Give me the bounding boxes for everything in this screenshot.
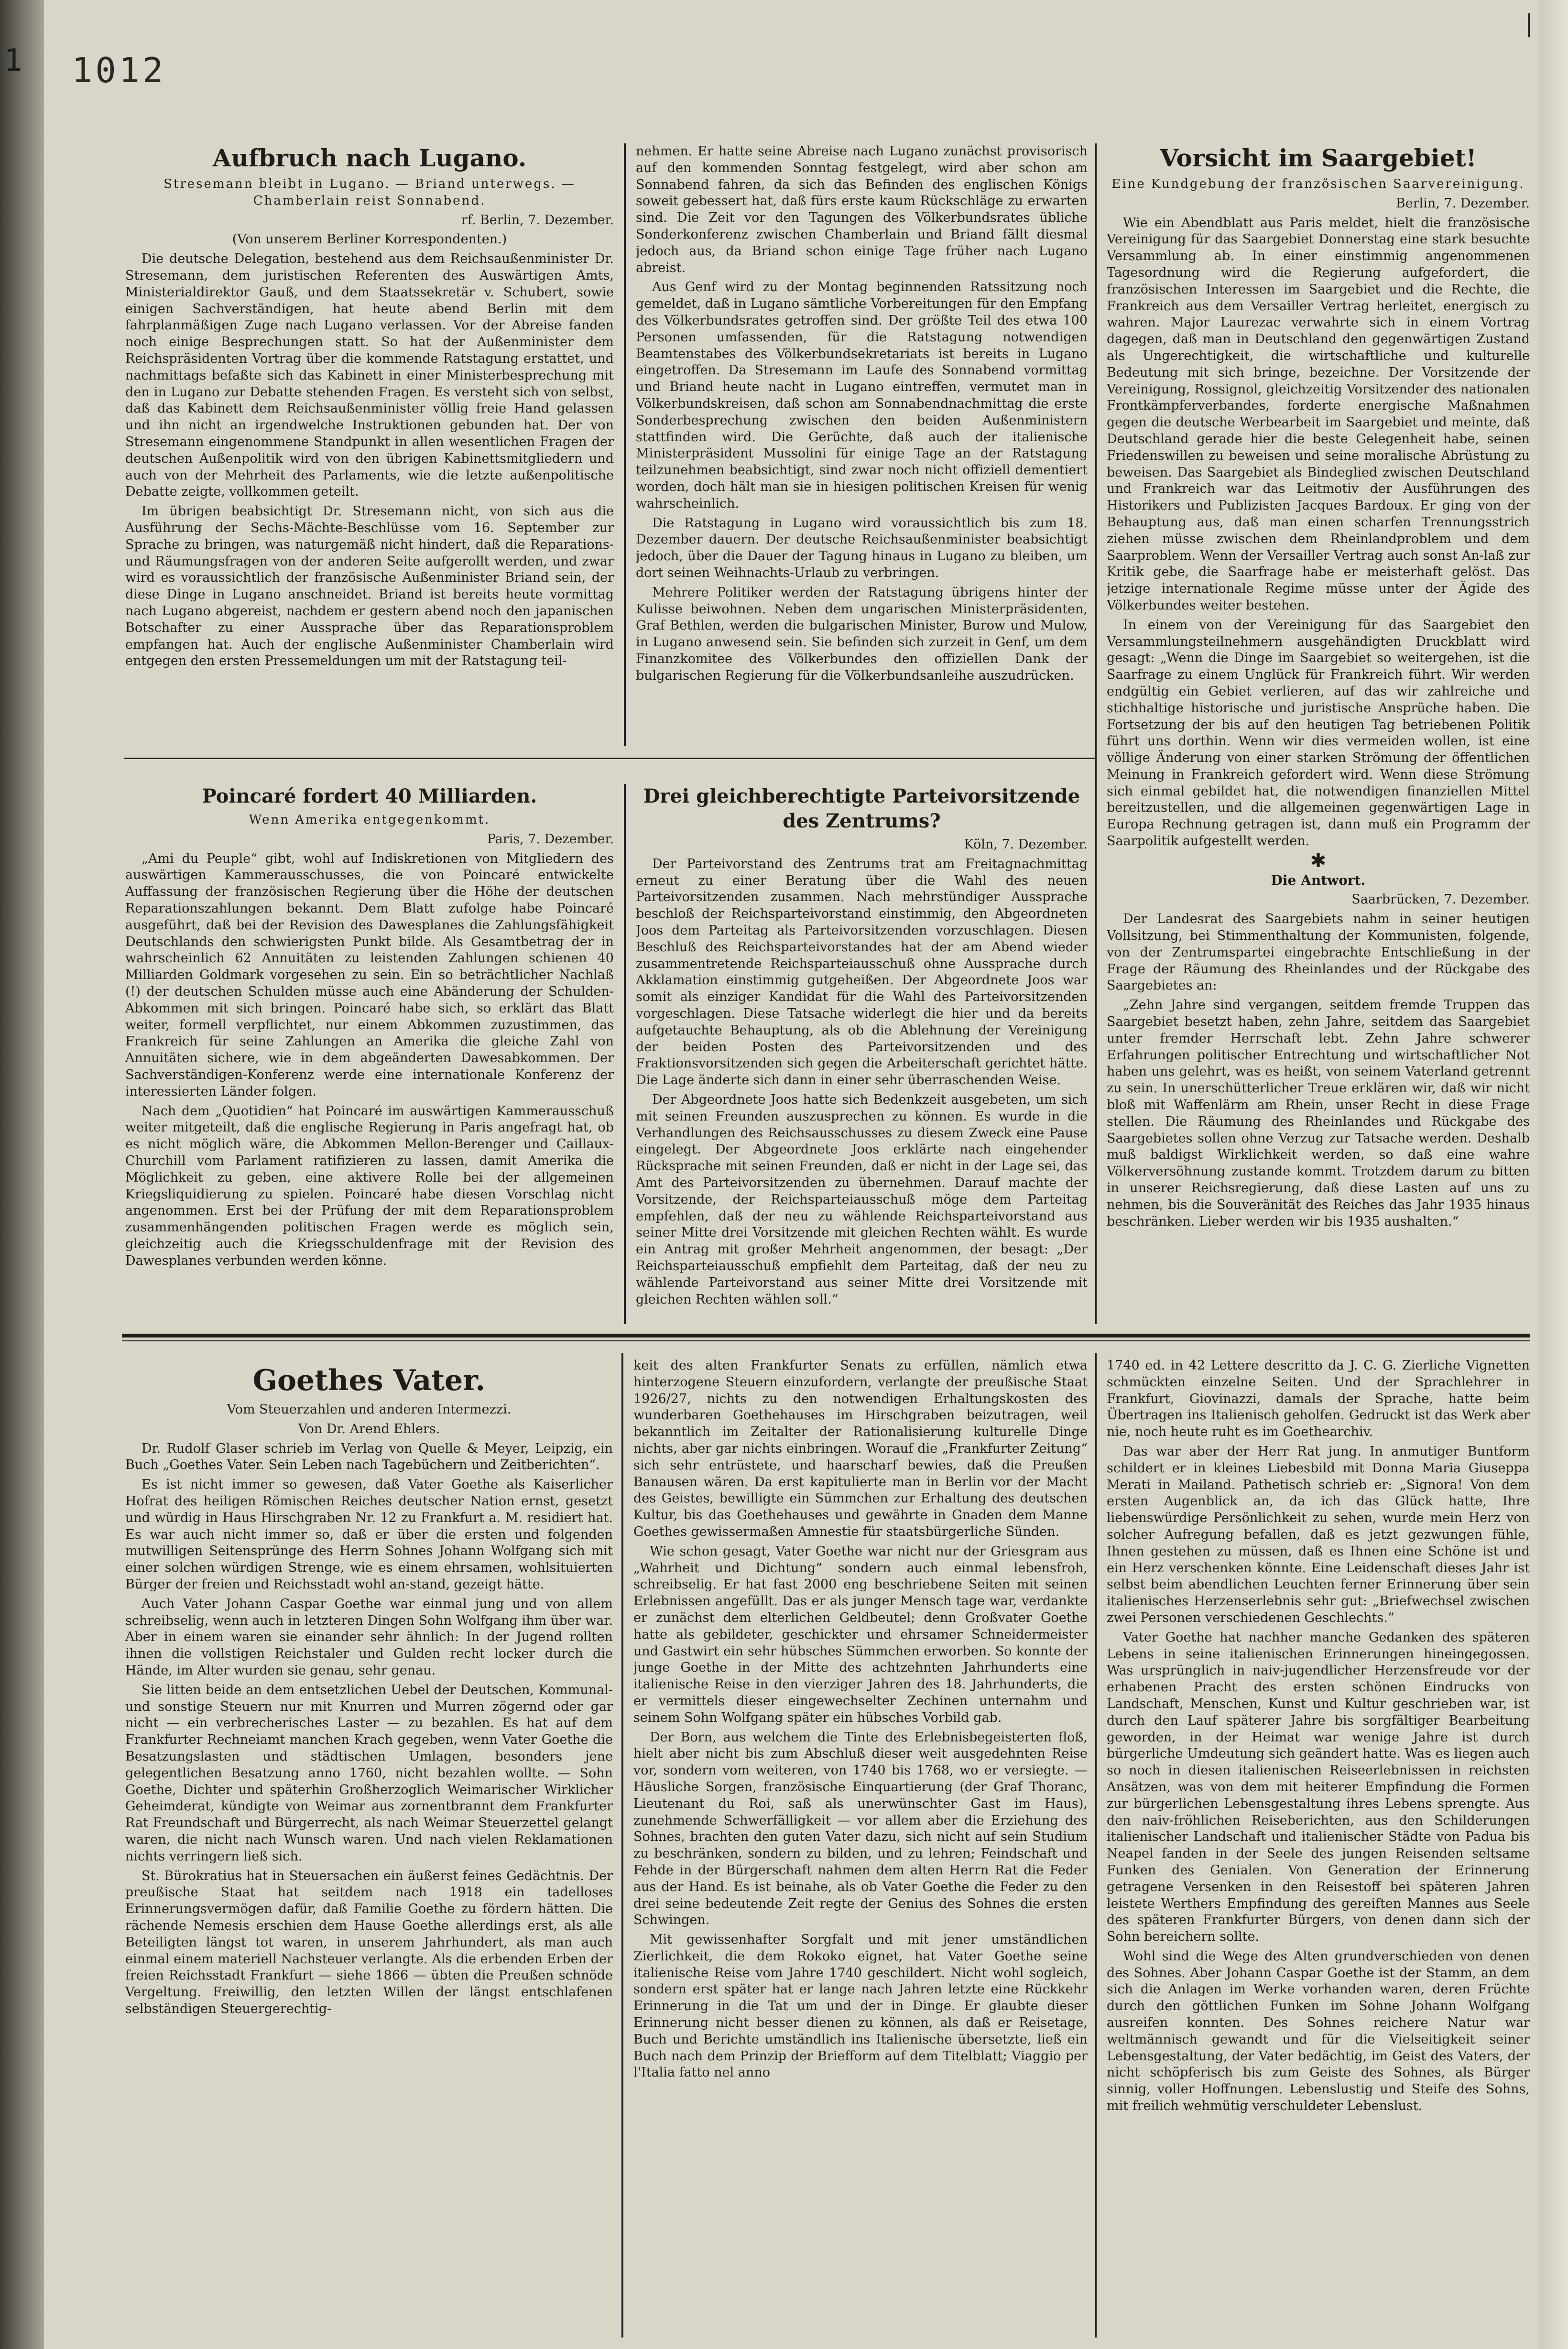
paragraph: Der Born, aus welchem die Tinte des Erlebnisbegeisterten floß, hielt aber nicht bis zum Abschluß dieser weit ausgedehnten Reise vor, sondern vom weiteren, von 1740 bis 1768, wo er versiegte. — Häusliche Sorgen, französische Einquartierung (der Graf Thoranc, Lieutenant du Roi, saß als unerwünschter Gast im Haus), zunehmende Schwerfälligkeit — vor allem aber die Erziehung des Sohnes, brachten den guten Vater dazu, sich nicht auf sein Studium zu beschränken, sondern zu bilden, und zu lehren; Feindschaft und Fehde in der Bürgerschaft nahmen dem alten Herrn Rat die Feder aus der Hand. Es ist beinahe, als ob Vater Goethe die Feder zu den drei seine bedeutende Zeit regte der Genius des Sohnes die ersten Schwingen. <box>633 1729 1088 1928</box>
section-rule-thin <box>122 1340 1530 1341</box>
column-divider <box>624 784 626 1324</box>
article-saargebiet <box>1107 143 1530 1324</box>
dateline: Köln, 7. Dezember. <box>964 837 1088 852</box>
column-divider <box>624 143 626 746</box>
paragraph: Dr. Rudolf Glaser schrieb im Verlag von Quelle & Meyer, Leipzig, ein Buch „Goethes Vater. Sein Leben nach Tagebüchern und Zeitberichten“. <box>125 1441 613 1473</box>
headline: Drei gleichberechtigte Parteivorsitzende des Zentrums? <box>643 785 1080 832</box>
article-goethes-vater-continued <box>633 1358 1088 2338</box>
paragraph: Der Abgeordnete Joos hatte sich Bedenkzeit ausgebeten, um sich mit seinen Freunden auszusprechen zu können. Es wurde in die Verhandlungen des Reichsausschusses zu diesem Zweck eine Pause eingelegt. Der Abgeordnete Joos erklärte nach eingehender Rücksprache mit seinen Freunden, daß er nicht in der Lage sei, das Amt des Parteivorsitzenden zu übernehmen. Darauf machte der Vorsitzende, der Reichsparteiausschuß möge dem Parteitag empfehlen, daß der neu zu wählende Reichsparteivorstand aus seiner Mitte drei Vorsitzende mit gleichen Rechten wählt. Es wurde ein Antrag mit großer Mehrheit angenommen, der besagt: „Der Reichsparteiausschuß empfiehlt dem Parteitag, daß der neu zu wählende Parteivorstand aus seiner Mitte drei Vorsitzende mit gleichen Rechten wählen soll.“ <box>636 1092 1088 1307</box>
column-divider <box>621 1353 623 2338</box>
column-divider <box>1095 1353 1097 2338</box>
paragraph: Mehrere Politiker werden der Ratstagung übrigens hinter der Kulisse beiwohnen. Neben dem ungarischen Ministerpräsidenten, Graf Bethlen, werden die bulgarischen Minister, Burow und Mulow, in Lugano anwesend sein. Sie befinden sich zurzeit in Genf, um dem Finanzkomitee des Völkerbundes den offiziellen Dank der bulgarischen Regierung für die Völkerbundsanleihe auszudrücken. <box>636 585 1088 683</box>
paragraph: Wohl sind die Wege des Alten grundverschieden von denen des Sohnes. Aber Johann Caspar Goethe ist der Stamm, an dem sich die Anlagen im Werke vorhanden waren, deren Früchte durch den göttlichen Funken im Sohne Johann Wolfgang ausreifen konnten. Des Sohnes reichere Natur war weltmännisch gewandt und für die Vielseitigkeit seiner Lebensgestaltung, der Vater bedächtig, im Geist des Vaters, der nicht schöpferisch bis zum Geiste des Sohnes, als Bürger sinnig, voller Hoffnungen. Lebenslustig und Steife des Sohns, mit freilich wehmütig verschuldeter Lebenslust. <box>1107 1948 1530 2114</box>
column-divider <box>1095 143 1097 1324</box>
article-poincare <box>125 784 614 1324</box>
page-edge <box>1539 0 1568 2349</box>
paragraph: Die Ratstagung in Lugano wird voraussichtlich bis zum 18. Dezember dauern. Der deutsche Reichsaußenminister beabsichtigt jedoch, über die Dauer der Tagung hinaus in Lugano zu bleiben, um dort seinen Weihnachts-Urlaub zu verbringen. <box>636 515 1088 580</box>
paragraph: Es ist nicht immer so gewesen, daß Vater Goethe als Kaiserlicher Hofrat des heiligen Römischen Reiches deutscher Nation ernst, gesetzt und würdig in Haus Hirschgraben Nr. 12 zu Frankfurt a. M. residiert hat. Es war auch nicht immer so, daß er über die ersten und folgenden mutwilligen Seitensprünge des Herrn Sohnes Johann Wolfgang sich mit einer solchen würdigen Strenge, wie es einem ehrsamen, wohlsituierten Bürger der freien und Reichsstadt wohl an-stand, gezeigt hätte. <box>125 1477 613 1592</box>
article-lugano <box>125 143 614 746</box>
article-zentrum <box>636 784 1088 1324</box>
answer-dateline: Saarbrücken, 7. Dezember. <box>1351 892 1530 907</box>
paragraph: Nach dem „Quotidien“ hat Poincaré im auswärtigen Kammerausschuß weiter mitgeteilt, daß die englische Regierung in Paris angefragt hat, ob es nicht möglich wäre, die Abkommen Mellon-Berenger und Caillaux-Churchill vom Parlament ratifizieren zu lassen, damit Amerika die Möglichkeit zu geben, eine aktivere Rolle bei der allgemeinen Kriegsliquidierung zu spielen. Poincaré habe diesen Vorschlag nicht angenommen. Erst bei der Prüfung der mit dem Reparationsproblem zusammenhängenden politischen Fragen werde es möglich sein, gleichzeitig auch die Kriegsschuldenfrage mit der Revision des Dawesplanes verbunden werden könne. <box>125 1103 614 1268</box>
subheadline: Wenn Amerika entgegenkommt. <box>249 813 490 827</box>
paragraph: Mit gewissenhafter Sorgfalt und mit jener umständlichen Zierlichkeit, die dem Rokoko eignet, hat Vater Goethe seine italienische Reise vom Jahre 1740 geschildert. Nicht wohl sogleich, sondern erst später hat er lange nach Jahren letzte eine Rückkehr Erinnerung in die Tat um und der in Dinge. Er glaubte dieser Erinnerung nicht besser dienen zu können, als daß er Reisetage, Buch und Berichte umständlich ins Italienische übersetzte, ließ ein Buch nach dem Prinzip der Briefform auf dem Titelblatt; Viaggio per l'Italia fatto nel anno <box>633 1932 1088 2080</box>
headline: Poincaré fordert 40 Milliarden. <box>202 785 537 807</box>
paragraph: „Zehn Jahre sind vergangen, seitdem fremde Truppen das Saargebiet besetzt haben, zehn Jahre, seitdem das Saargebiet unter fremder Herrschaft lebt. Zehn Jahre schwerer Erfahrungen politischer Entrechtung und wirtschaftlicher Not haben uns gelehrt, was es heißt, von seinem Vaterland getrennt zu sein. In unerschütterlicher Treue erklären wir, daß wir nicht bloß mit Waffenlärm am Rhein, unser Recht in diese Frage stellen. Die Räumung des Rheinlandes und Rückgabe des Saargebietes sollen ohne Verzug zur Tatsache werden. Deshalb muß baldigst Wirklichkeit werden, so daß eine wahre Völkerversöhnung zustande kommt. Trotzdem darum zu bitten in unserer Reichsregierung, daß diese Lasten auf uns zu nehmen, bis die Souveränität des Reiches das Jahr 1935 hinaus beschränken. Lieber werden wir bis 1935 aushalten.“ <box>1107 998 1530 1229</box>
article-goethes-vater-continued-2 <box>1107 1358 1530 2338</box>
section-rule <box>124 758 1095 759</box>
article-goethes-vater <box>125 1358 613 2338</box>
book-spine <box>0 0 44 2349</box>
paragraph: 1740 ed. in 42 Lettere descritto da J. C. G. Zierliche Vignetten schmückten einzelne Seiten. Und der Sprachlehrer in Frankfurt, Giovinazzi, damals der Sprache, hatte beim Übertragen ins Italienisch geholfen. Gedruckt ist das Werk aber nie, noch heute ruht es im Goethearchiv. <box>1107 1358 1530 1440</box>
paragraph: In einem von der Vereinigung für das Saargebiet den Versammlungsteilnehmern ausgehändigten Druckblatt wird gesagt: „Wenn die Dinge im Saargebiet so weitergehen, ist die Saarfrage zu einem Unglück für Frankreich führt. Wir werden endgültig ein Gebiet verlieren, auf das wir zahlreiche und stichhaltige historische und juristische Ansprüche haben. Die Fortsetzung der bis auf den heutigen Tag betriebenen Politik führt uns dorthin. Wenn wir dies vermeiden wollen, ist eine völlige Änderung von einer starken Strömung der öffentlichen Meinung in Frankreich gefordert wird. Wenn diese Strömung sich einmal gebildet hat, die notwendigen finanziellen Mittel bereitzustellen, und die allgemeinen gegenwärtigen Lage in Europa Rechnung getragen ist, dann muß ein Programm der Saarpolitik aufgestellt werden. <box>1107 617 1530 849</box>
paragraph: Der Landesrat des Saargebiets nahm in seiner heutigen Vollsitzung, bei Stimmenthaltung der Kommunisten, folgende, von der Zentrumspartei eingebrachte Entschließung in der Frage der Räumung des Rheinlandes und der Rückgabe des Saargebietes an: <box>1107 912 1530 993</box>
headline: Goethes Vater. <box>252 1364 486 1397</box>
paragraph: Das war aber der Herr Rat jung. In anmutiger Buntform schildert er in kleines Liebesbild mit Donna Maria Giuseppa Merati in Mailand. Pathetisch schrieb er: „Signora! Von dem ersten Augenblick an, da ich das Glück hatte, Ihre liebenswürdige Persönlichkeit zu sehen, wurde mein Herz von solcher Aufregung befallen, daß es jetzt gezwungen fühle, Ihnen gestehen zu müssen, daß es Ihnen eine Schöne ist und ein Herz verschenken könnte. Eine Leidenschaft dieses Jahr ist selbst beim abendlichen Leuchten ferner Erinnerung über sein italienisches Herzenserlebnis sehr gut: „Briefwechsel zwischen zwei Personen verschiedenen Geschlechts.“ <box>1107 1444 1530 1625</box>
headline: Vorsicht im Saargebiet! <box>1160 144 1477 172</box>
headline: Aufbruch nach Lugano. <box>212 144 527 172</box>
article-lugano-continued <box>636 143 1088 748</box>
page-number: 1012 <box>72 50 166 90</box>
subheadline: Vom Steuerzahlen und anderen Intermezzi. <box>227 1402 512 1417</box>
dateline: Berlin, 7. Dezember. <box>1395 196 1530 211</box>
subheadline: Stresemann bleibt in Lugano. — Briand unterwegs. — Chamberlain reist Sonnabend. <box>163 177 576 208</box>
paragraph: Aus Genf wird zu der Montag beginnenden Ratssitzung noch gemeldet, daß in Lugano sämtliche Vorbereitungen für den Empfang des Völkerbundsrates getroffen sind. Der größte Teil des etwa 100 Personen umfassenden, für die Ratstagung notwendigen Beamtenstabes des Völkerbundsekretariats ist bereits in Lugano eingetroffen. Da Stresemann im Laufe des Sonnabend vormittag und Briand heute nacht in Lugano eintreffen, vermutet man in Völkerbundskreisen, daß schon am Sonnabendnachmittag die erste Sonderbesprechung zwischen den beiden Außenministern stattfinden wird. Die Gerüchte, daß auch der italienische Ministerpräsident Mussolini für einige Tage an der Ratstagung teilzunehmen beabsichtigt, sind zwar noch nicht offiziell dementiert worden, doch hält man sie in hiesigen politischen Kreisen für wenig wahrscheinlich. <box>636 280 1088 511</box>
paragraph: Die deutsche Delegation, bestehend aus dem Reichsaußenminister Dr. Stresemann, dem juristischen Referenten des Auswärtigen Amts, Ministerialdirektor Gauß, und dem Staatssekretär v. Schubert, sowie einigen Sachverständigen, hat heute abend Berlin mit dem fahrplanmäßigen Zuge nach Lugano verlassen. Vor der Abreise fanden noch einige Besprechungen statt. So hat der Außenminister dem Reichspräsidenten Vortrag über die kommende Ratstagung erstattet, und nachmittags befaßte sich das Kabinett in einer Ministerbesprechung mit den in Lugano zur Debatte stehenden Fragen. Es versteht sich von selbst, daß das Kabinett dem Reichsaußenminister völlig freie Hand gelassen und ihn nicht an irgendwelche Instruktionen gebunden hat. Der von Stresemann eingenommene Standpunkt in allen wesentlichen Fragen der deutschen Außenpolitik wird von den übrigen Kabinettsmitgliedern und auch von der Mehrheit des Parlaments, wie die letzte außenpolitische Debatte zeigte, vollkommen geteilt. <box>125 251 614 500</box>
paragraph: Sie litten beide an dem entsetzlichen Uebel der Deutschen, Kommunal- und sonstige Steuern nur mit Knurren und Murren zögernd oder gar nicht — ein verbrecherisches Laster — zu bezahlen. Es hat auf dem Frankfurter Rechneiamt manchen Krach gegeben, wenn Vater Goethe die Besatzungslasten und städtischen Umlagen, besonders jene gelegentlichen Besatzung anno 1760, nicht bezahlen wollte. — Sohn Goethe, Dichter und späterhin Großherzoglich Weimarischer Wirklicher Geheimderat, kündigte von Weimar aus zornentbrannt dem Frankfurter Rat Freundschaft und Bürgerrecht, als nach Weimar Steuerzettel gelangt waren, die nicht nach Wunsch waren. Und nach vielen Reklamationen nichts verringern ließ sich. <box>125 1682 613 1864</box>
byline: (Von unserem Berliner Korrespondenten.) <box>232 232 507 247</box>
answer-title: Die Antwort. <box>1271 872 1366 888</box>
paragraph: Wie ein Abendblatt aus Paris meldet, hielt die französische Vereinigung für das Saargebiet Donnerstag eine stark besuchte Versammlung ab. In einer einstimmig angenommenen Tagesordnung wird die Regierung aufgefordert, die französischen Interessen im Saargebiet und die Rechte, die Frankreich aus dem Versailler Vertrag herleitet, energisch zu wahren. Major Laurezac verwahrte sich in einem Vortrag dagegen, daß man in Deutschland den gegenwärtigen Zustand als Ungerechtigkeit, die wirtschaftliche und kulturelle Bedeutung mit sich bringe, bezeichne. Der Vorsitzende der Vereinigung, Rossignol, gleichzeitig Vorsitzender des nationalen Frontkämpferverbandes, forderte energische Maßnahmen gegen die deutsche Werbearbeit im Saargebiet und meinte, daß Deutschland gerade hier die beste Gelegenheit habe, seinen Friedenswillen zu beweisen und seine moralische Abrüstung zu beweisen. Das Saargebiet als Bindeglied zwischen Deutschland und Frankreich war das Leitmotiv der Ausführungen des Historikers und Publizisten Jacques Bardoux. Er ging von der Behauptung aus, daß man einen scharfen Trennungsstrich ziehen müsse zwischen dem Rheinlandproblem und dem Saarproblem. Wenn der Versailler Vertrag auch sonst An-laß zur Kritik gebe, die Saarfrage habe er meisterhaft gelöst. Das jetzige internationale Regime müsse unter der Ägide des Völkerbundes weiter bestehen. <box>1107 215 1530 613</box>
paragraph: Im übrigen beabsichtigt Dr. Stresemann nicht, von sich aus die Ausführung der Sechs-Mächte-Beschlüsse vom 16. September zur Sprache zu bringen, was naturgemäß nicht hindert, daß die Reparations- und Räumungsfragen von der anderen Seite aufgerollt werden, und zwar wird es voraussichtlich der französische Außenminister Briand sein, der diese Dinge in Lugano anschneidet. Briand ist bereits heute vormittag nach Lugano abgereist, nachdem er gestern abend noch den japanischen Botschafter zu einer Aussprache über das Reparationsproblem empfangen hat. Auch der englische Außenminister Chamberlain wird entgegen den ersten Pressemeldungen um mit der Ratstagung teil- <box>125 504 614 669</box>
corner-mark: 1 <box>4 43 22 78</box>
paragraph: „Ami du Peuple“ gibt, wohl auf Indiskretionen von Mitgliedern des auswärtigen Kammerausschusses, die von Poincaré entwickelte Auffassung der französischen Regierung über die Höhe der deutschen Reparationszahlungen bekannt. Dem Blatt zufolge habe Poincaré ausgeführt, daß bei der Revision des Dawesplanes die Zahlungsfähigkeit Deutschlands den schwierigsten Punkt bilde. Als Gesamtbetrag der in wahrscheinlich 62 Annuitäten zu leistenden Zahlungen schienen 40 Milliarden Goldmark vorgesehen zu sein. Ein so beträchtlicher Nachlaß (!) der deutschen Schulden müsse auch eine Abänderung der Schulden-Abkommen mit sich bringen. Poincaré habe sich, so erklärt das Blatt weiter, formell verpflichtet, nur einem Abkommen zuzustimmen, das Frankreich für seine Zahlungen an Amerika die gleiche Zahl von Annuitäten sichere, wie in dem abgeänderten Dawesabkommen. Der Sachverständigen-Konferenz werde eine internationale Konferenz der interessierten Länder folgen. <box>125 851 614 1099</box>
paragraph: Der Parteivorstand des Zentrums trat am Freitagnachmittag erneut zu einer Beratung über die Wahl des neuen Parteivorsitzenden zusammen. Nach mehrstündiger Aussprache beschloß der Reichsparteivorstand einstimmig, den Abgeordneten Joos dem Parteitag als Parteivorsitzenden vorzuschlagen. Diesen Beschluß des Reichsparteivorstandes hat der am Abend wieder zusammentretende Reichsparteiausschuß ohne Aussprache durch Akklamation einstimmig gutgeheißen. Der Abgeordnete Joos war somit als einziger Kandidat für die Wahl des Parteivorsitzenden vorgeschlagen. Diese Tatsache widerlegt die hier und da bereits aufgetauchte Behauptung, als ob die Ablehnung der Vereinigung der beiden Posten des Parteivorsitzenden und des Fraktionsvorsitzenden sich gegen die Arbeiterschaft gerichtet hätte. Die Lage änderte sich dann in einer sehr überraschenden Weise. <box>636 856 1088 1088</box>
paragraph: Wie schon gesagt, Vater Goethe war nicht nur der Griesgram aus „Wahrheit und Dichtung“ sondern auch einmal lebensfroh, schreibselig. Er hat fast 2000 eng beschriebene Seiten mit seinen Erlebnissen angefüllt. Das er als junger Mensch tage war, verdankte er zunächst dem elterlichen Geldbeutel; denn Großvater Goethe hatte als gebildeter, geschickter und ehrsamer Schneidermeister und Gastwirt ein sehr hübsches Sümmchen erworben. So konnte der junge Goethe in der Mitte des achtzehnten Jahrhunderts eine italienische Reise in den vierziger Jahren des 18. Jahrhunderts, die er vermittels dieser eingewechselter Zechinen unternahm und seinem Sohn Wolfgang später ein hübsches Vorbild gab. <box>633 1544 1088 1725</box>
paragraph: keit des alten Frankfurter Senats zu erfüllen, nämlich etwa hinterzogene Steuern einzufordern, verlangte der preußische Staat 1926/27, nichts zu den notwendigen Erhaltungskosten des wunderbaren Goethehauses im Hirschgraben beizutragen, weil bekanntlich im Zeitalter der Rationalisierung kulturelle Dinge nichts, aber gar nichts einbringen. Worauf die „Frankfurter Zeitung“ sich sehr entrüstete, und haarscharf bewies, daß die Preußen Banausen wären. Da erst kapitulierte man in Berlin vor der Macht des Geistes, bewilligte ein Sümmchen zur Erhaltung des deutschen Kultur, bis das Goethehauses und gewährte in Gnaden dem Manne Goethes gewissermaßen Amnestie für staatsbürgerliche Sünden. <box>633 1358 1088 1539</box>
section-rule-heavy <box>122 1334 1530 1338</box>
dateline: rf. Berlin, 7. Dezember. <box>461 212 614 228</box>
edge-mark: | <box>1525 10 1533 37</box>
paragraph: Vater Goethe hat nachher manche Gedanken des späteren Lebens in seine italienischen Erinnerungen hineingegossen. Was ursprünglich in naiv-jugendlicher Herzensfreude vor der erhabenen Pracht des ersten schönen Eindrucks von Landschaft, Menschen, Kunst und Kultur geschrieben war, ist durch den Lauf späterer Jahre bis sorgfältiger Bearbeitung geworden, in der Heimat war wenige Jahre ist durch bürgerliche Umdeutung sich geändert hatte. Was es liegen auch so noch in diesen italienischen Reiseerlebnissen in reichsten Ansätzen, was von dem mit heiterer Empfindung die Formen zur bürgerlichen Lebensgestaltung ihres Lebens sprengte. Aus den naiv-fröhlichen Reiseberichten, aus den Schilderungen italienischer Landschaft und italienischer Städte von Padua bis Neapel fanden in der Seele des jungen Reisenden seltsame Funken des Genialen. Von Generation der Erinnerung getragene Versenken in den Reisestoff bei späteren Jahren leistete Werthers Empfindung des gereiften Mannes aus Seele des späteren Frankfurter Bürgers, von denen dann sich der Sohn bereichern sollte. <box>1107 1630 1530 1945</box>
subheadline: Eine Kundgebung der französischen Saarvereinigung. <box>1111 177 1525 191</box>
paragraph: Auch Vater Johann Caspar Goethe war einmal jung und von allem schreibselig, wenn auch in letzteren Dingen Sohn Wolfgang ihm über war. Aber in einem waren sie einander sehr ähnlich: In der Jugend rollten ihnen die vollstigen Reichstaler und Gulden recht locker durch die Hände, im Alter wurden sie genau, sehr genau. <box>125 1596 613 1678</box>
separator-asterisk: ✱ <box>1310 849 1327 872</box>
paragraph: nehmen. Er hatte seine Abreise nach Lugano zunächst provisorisch auf den kommenden Sonntag festgelegt, wird aber schon am Sonnabend fahren, da sich das Befinden des englischen Königs soweit gebessert hat, daß fürs erste kaum Rückschläge zu erwarten sind. Die Zeit vor den Tagungen des Völkerbundsrates übliche Sonderkonferenz zwischen Chamberlain und Briand fällt diesmal jedoch aus, da Briand schon einige Tage früher nach Lugano abreist. <box>636 144 1088 275</box>
byline: Von Dr. Arend Ehlers. <box>298 1421 440 1436</box>
paragraph: St. Bürokratius hat in Steuersachen ein äußerst feines Gedächtnis. Der preußische Staat hat seitdem nach 1918 ein tadelloses Erinnerungsvermögen dafür, daß Familie Goethe zu fördern hätten. Die rächende Nemesis erschien dem Hause Goethe allerdings erst, als alle Beteiligten längst tot waren, in unserem Jahrhundert, als man auch einmal einem materiell Nachsteuer verlangte. Als die erbenden Erben der freien Reichsstadt Frankfurt — siehe 1866 — übten die Preußen schnöde Vergeltung. Freiwillig, den letzten Willen der längst entschlafenen selbständigen Steuergerechtig- <box>125 1868 613 2016</box>
dateline: Paris, 7. Dezember. <box>487 831 614 847</box>
